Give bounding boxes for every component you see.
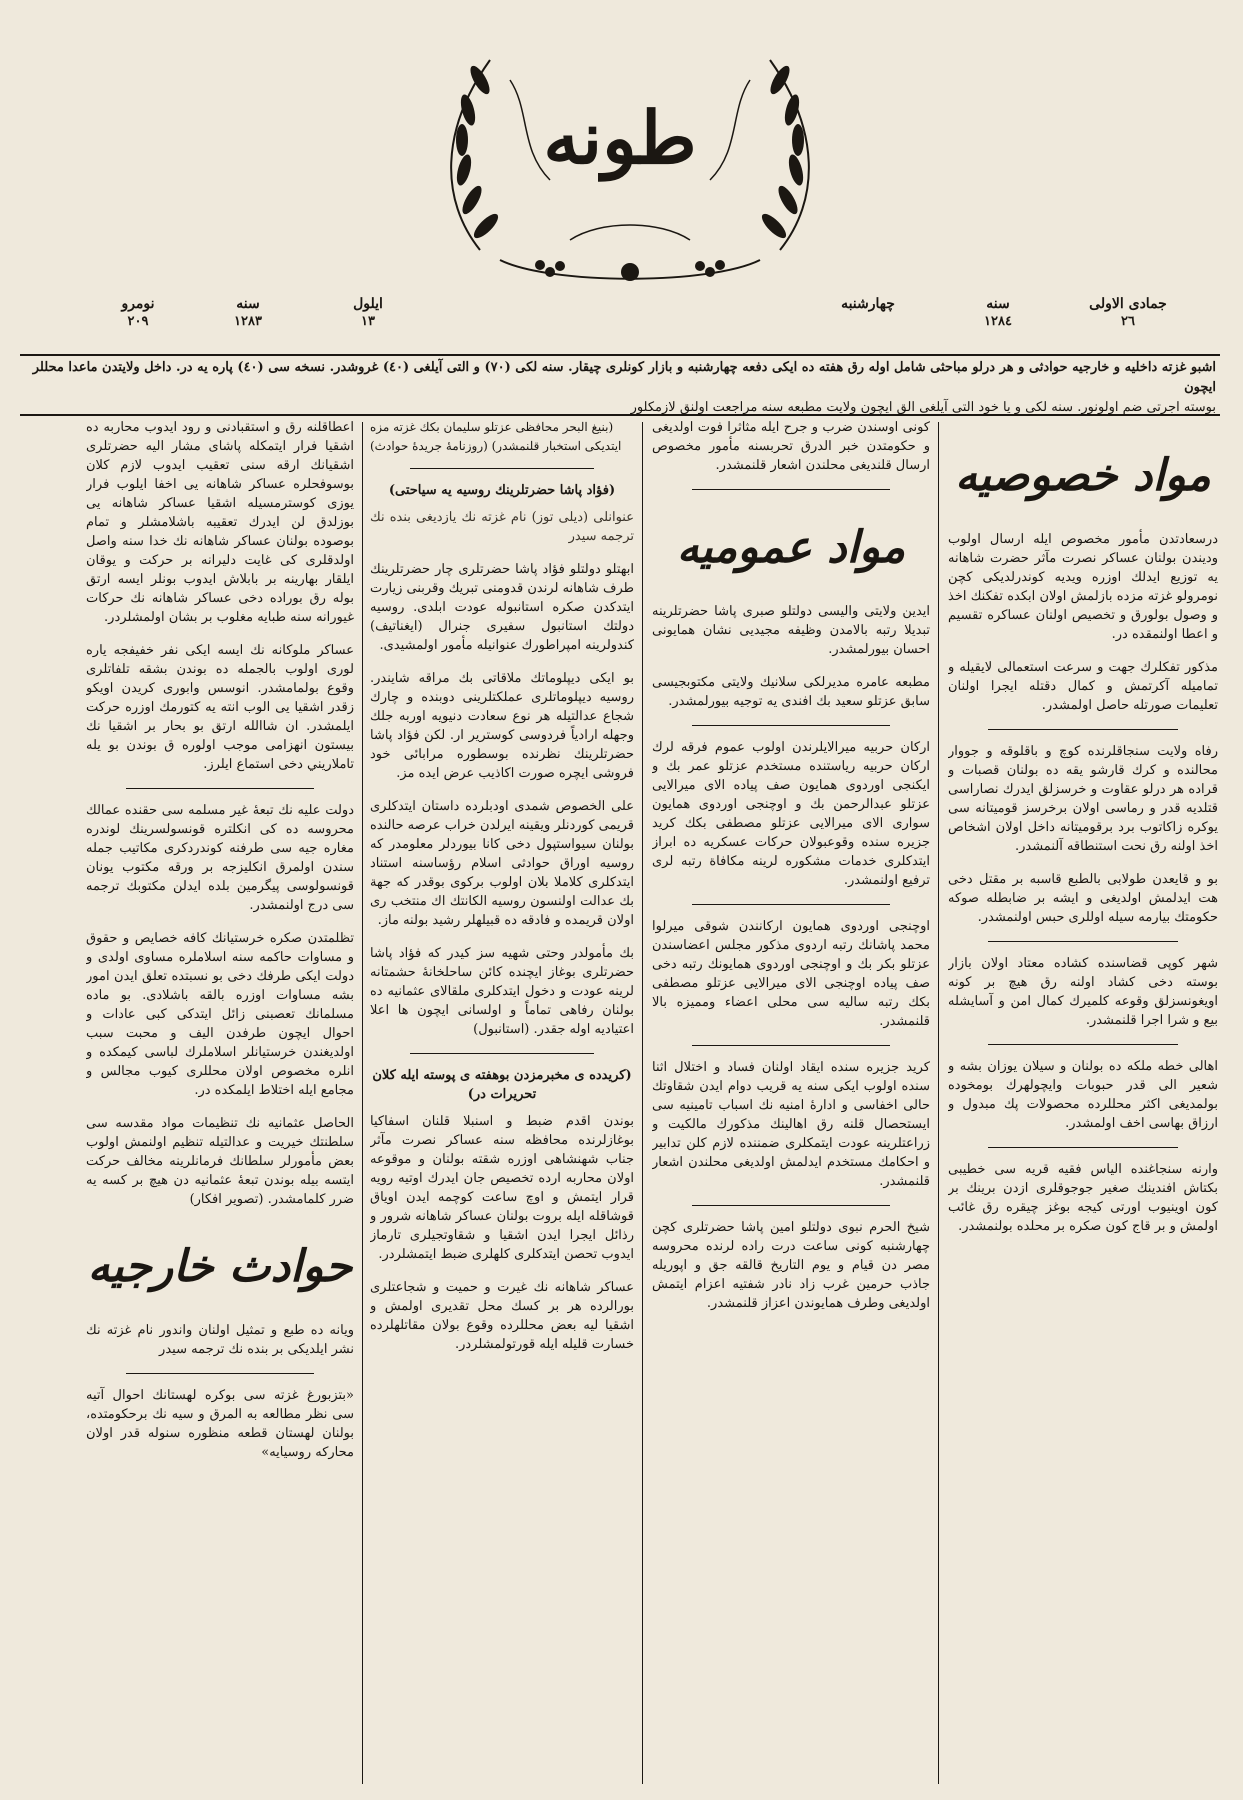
rumi-year xyxy=(203,296,293,329)
article-paragraph: شيخ الحرم نبوى دولتلو امين پاشا حضرتلرى كچن چهارشنبه كونى ساعت درت راده لرنده محروسه مصر دن قيام و يوم التاريخ قالقه جق و اپوريله جاذب حرمين غرب زاد نادر شفتيه اعزام ايتمش اولديغى وطرف همايوندن اعزاز قلنمشدر. xyxy=(652,1220,930,1311)
article-headline: (كريدده ى مخبرمزدن بوهفته ى پوسته ايله كلان تحريرات در) xyxy=(372,1068,632,1102)
section-heading-general-matters: مواد عموميه xyxy=(676,522,906,573)
article-paragraph: عساكر شاهانه نك غيرت و حميت و شجاعتلرى بورالرده هر بر كسك محل تقديرى اولمش و اشقيا ليه بعض محللرده وقوع بولان مقاتلهلرده خسارت قليله ايله قورتولمشلردر. xyxy=(370,1280,634,1352)
article-paragraph: وارنه سنجاغنده الياس فقيه قريه سى خطيبى بكتاش افندينك صغير جوجوقلرى ازدن برينك بر كون اوينيوب اورتى كيجه بوغز چيقره رق غائب اولمش و بر قاج كون صكره بر محلده بولنمشدر. xyxy=(948,1162,1218,1234)
divider xyxy=(126,788,314,789)
rumi-month xyxy=(323,296,413,329)
hijri-day: ٢٦ xyxy=(1121,314,1135,329)
column-divider xyxy=(362,422,363,1784)
hijri-year-value: ١٢٨٤ xyxy=(984,314,1012,329)
rumi-year-value: ١٢٨٣ xyxy=(234,314,262,329)
rumi-month-label: ايلول xyxy=(353,296,383,312)
divider xyxy=(692,904,890,905)
divider xyxy=(692,725,890,726)
notice-line-1: اشبو غزته داخليه و خارجيه حوادثى و هر درلو مباحثى شامل اوله رق هفته ده ايكى دفعه چهارشنبه و بازار كونلرى چيقار. سنه لكى (٧٠) و التى آيلغى (٤٠) غروشدر. نسخه سى (٤٠) پاره يه در. داخل ولايتدن ماعدا محللر ايچون xyxy=(32,360,1216,395)
article-paragraph: مطبعه عامره مديرلكى سلانيك ولايتى مكتوبجيسى سابق عزتلو سعيد بك افندى يه توجيه بيورلمشدر. xyxy=(652,675,930,709)
article-paragraph: الحاصل عثمانيه نك تنظيمات مواد مقدسه سى سلطنتك خيريت و عدالتيله تنظيم اولنمش اولوب بعض مأمورلر سلطانك فرمانلرينه مخالف حركت ايتسه بيله بوندن تبعۀ عثمانيه دن هيچ بر كسه يه ضرر كلمامشدر. (تصوير افكار) xyxy=(86,1116,354,1207)
article-source: (بنيغ البحر محافظى عزتلو سليمان بكك غزته مزه ايتديكى استخبار قلنمشدر) (روزنامۀ جريدۀ حوادث) xyxy=(370,420,622,453)
divider xyxy=(126,1373,314,1374)
article-paragraph: بك مأمولدر وحتى شهيه سز كيدر كه فؤاد پاشا حضرتلرى بوغاز ايچنده كائن ساحلخانۀ حشمتانه لرينه عودت و دخول ايتدكلرى ملقالاى عثمانيه ده بولنان رفاهى تماماً و اولسانى ايچون ها اعلا اعتياديه اوله جقدر. (استانبول) xyxy=(370,946,634,1037)
divider xyxy=(988,941,1178,942)
article-paragraph: اعطاقلنه رق و استقبادنى و رود ايدوب محاربه ده اشقيا فرار ايتمكله پاشاى مشار اليه حضرتلرى اشقيانك ارقه سنى تعقيب ايدوب لازم كلان بوسوفحلره عساكر شاهانه يى اخفا ايلوب فرار يوزى كوسترمسيله اشقيا عساكر شاهانه يى بوزلدق لن ايدرك تعقيبه باشلامشلر و تمام بوصوده بولنان عساكر شاهانه نك خدا سنه واصل اولدقلرى كى غايت دليرانه بر حركت و يوقان ايلقار بهارينه بر بابلاش ايدوب بونلر ايسه ارتق بوله رق بوراده دخى عساكر شاهانه نك حركات غيورانه سنه طبايه مغلوب بر بشان اولمشلردر. xyxy=(86,420,354,625)
subscription-notice xyxy=(20,354,1220,416)
dateline xyxy=(0,296,1243,336)
issue-number-value: ٢٠٩ xyxy=(127,314,149,329)
article-paragraph: ويانه ده طبع و تمثيل اولنان واندور نام غزته نك نشر ايلديكى بر بنده نك ترجمه سيدر xyxy=(86,1323,354,1357)
divider xyxy=(410,468,594,469)
column-3 xyxy=(370,418,634,1788)
hijri-month-label: جمادى الاولى xyxy=(1089,296,1167,312)
column-divider xyxy=(642,422,643,1784)
column-4 xyxy=(86,418,354,1788)
column-divider xyxy=(938,422,939,1784)
article-paragraph: كونى اوسندن ضرب و جرح ايله مثاثرا فوت اولديغى و حكومتدن خبر الدرق تحربسنه مأمور مخصوص ارسال قلنديغى محلندن اشعار قلنمشدر. xyxy=(652,420,930,473)
article-paragraph: «بتزبورغ غزته سى بوكره لهستانك احوال آتيه سى نظر مطالعه به المرق و سيه نك برحكومتده، بولنان لهستان قطعه منظوره سنوله قدر اولان محاركه روسيايه» xyxy=(86,1388,354,1460)
article-paragraph: درسعادتدن مأمور مخصوص ايله ارسال اولوب وديندن بولنان عساكر نصرت مآثر حضرت شاهانه يه توزيع ايدلك اوزره ويديه كوندرلديكى كچن نومرولو غزته مزده بازلمش اولان ابكده تفكنك اخذ و وصول بولورق و تخصيص اولنان عساكره تقسيم و اعطا اولنمقده در. xyxy=(948,532,1218,642)
article-paragraph: بوندن اقدم ضبط و اسنبلا قلنان اسفاكيا بوغازلرنده محافظه سنه عساكر نصرت مآثر جناب شهنشاهى اوزره شقته بولنان و موقوعه اولان محاربه ارده تخصيص جان ايدرك اوتيه رويه قرار ايتمش و اوچ ساعت كوچمه ايدن اوياق قوشاقله ايله بروت بولنان عساكر شاهانه شرور و رذائل ايجرا ايدن اشقيا و شقاوتجيلرى تارماز ايدوب تحصن ايتدكلرى كلهلرى ضبط ايتمشلردر. xyxy=(370,1114,634,1262)
article-paragraph: اوچنجى اوردوى همايون اركانندن شوقى ميرلوا محمد پاشانك رتبه اردوى مذكور مجلس اعضاسندن عزتلو بكر بك و اوچنجى اوردوى همايونك رتبه دخى صف پياده اوچنجى الاى ميرالايى عزتلو مصطفى بكك رتبه ساليه سى محلى اعضاء ومميزه بالا قلنمشدر. xyxy=(652,919,930,1029)
article-headline: (فؤاد پاشا حضرتلرينك روسيه يه سياحتى) xyxy=(388,483,616,498)
issue-number-label: نومرو xyxy=(121,296,155,312)
article-columns xyxy=(86,418,1224,1788)
divider xyxy=(692,1045,890,1046)
article-paragraph: دولت عليه نك تبعۀ غير مسلمه سى حقنده عمالك محروسه ده كى انكلتره قونسولسرينك لوندره مغاره جيه سى طرفنه كوندردكرى مكاتيب جمله سندن اولمرق انكليزجه بر ورقه مكتوب يونان قونسولوسى پيگرمين بلده ايدلن مكتوبك ترجمه سى درج اولنمشدر. xyxy=(86,803,354,913)
notice-line-2: بوسته اجرتى ضم اولونور. سنه لكى و يا خود التى آيلغى الق ايچون ولايت مطبعه سنه مراجعت اولنق لازمكلور xyxy=(630,400,1216,415)
divider xyxy=(692,1205,890,1206)
article-paragraph: ايدين ولايتى واليسى دولتلو صبرى پاشا حضرتلرينه تبديلا رتبه بالامدن وظيفه مجيديى نشان همايونى احسان بيورلمشدر. xyxy=(652,604,930,657)
rumi-day: ١٣ xyxy=(361,314,375,329)
column-2 xyxy=(652,418,930,1788)
column-1 xyxy=(948,418,1218,1788)
divider xyxy=(988,1044,1178,1045)
newspaper-title: طونه xyxy=(543,95,697,180)
issue-number xyxy=(93,296,183,329)
article-paragraph: شهر كوپى قضاسنده كشاده معتاد اولان بازار بوسته دخى كشاد اولنه رق هيچ بر كونه اويغونسزلق وقوعه كلميرك كمال امن و آسايشله بيع و شرا اجرا قلنمشدر. xyxy=(948,956,1218,1028)
hijri-year xyxy=(953,296,1043,329)
hijri-year-label: سنه xyxy=(986,296,1010,312)
divider xyxy=(692,489,890,490)
divider xyxy=(410,1053,594,1054)
section-heading-foreign-news: حوادث خارجيه xyxy=(87,1241,353,1292)
weekday xyxy=(823,296,913,312)
article-paragraph: على الخصوص شمدى اودبلرده داستان ايتدكلرى قريمى كوردنلر ويقينه ايرلدن خراب عرصه حالنده بولنان سيواستپول دخى كانا بيوردلر معلومدر كه روسيه اوراق حوادثى اسلام رؤساسنه استناد ايتدكلرى كلاملا بلان اولوب بركوى بوقدر كه جهة بك عدالت اولنسون روسيه الكانتك اك منتخب رى اولان قريمده و فادقه ده قبيلهلر رشيد بولنه ماز. xyxy=(370,799,634,928)
weekday-label: چهارشنبه xyxy=(841,296,895,312)
masthead xyxy=(0,0,1243,329)
article-paragraph: رفاه ولايت سنجاقلرنده كوچ و باقلوقه و جووار محالنده و كرك قارشو يقه ده بولنان قصبات و قراده هر درلو عقاوت و خرسزلق ايدرك نصاراسى قتلديه قدر و رماسى اولان برخرسز قوميتانه سى يوكره زاكاتوب برد برقوميتانه داخل اولان اشخاص اخذ اولنه رق نحت استنطاقه آلنمشدر. xyxy=(948,744,1218,854)
article-paragraph: مذكور تفكلرك جهت و سرعت استعمالى لايقيله و تماميله آكرتمش و كمال دقتله ايجرا اولنان تعليمات صورتله حاصل اولمشدر. xyxy=(948,660,1218,713)
hijri-month xyxy=(1083,296,1173,329)
article-paragraph: عساكر ملوكانه نك ايسه ايكى نفر خفيفجه ياره لورى اولوب بالجمله ده بوندن بشقه تلفاتلرى وقوع بولمامشدر. انوسس وابورى كريدن اويكو زقدر اشقيا يى الوب انته يه كتورمك اوزره حركت ايلمشدر. ان شاالله ارتق بو بحار بر اشقيا نك بيستون انهزامى موجب اولوره ق بوندن بو يله تاملاريني دخى استماع ايلرز. xyxy=(86,643,354,772)
article-paragraph: تظلمتدن صكره خرستيانك كافه خصايص و حقوق و مساوات حاكمه سنه اسلاملره مساوى اولدى و دولت ايكى طرفك دخى بو نسبتده تعلق ايدن امور بشه مساوات اوزره بالقه باشلادى. بو ماده مسلمانك تعصبنى زائل ايتدكى كبى عادات و احوال ايچون طرفدن اليف و محبت سبب اولديغندن خرستيانلر اسلاملرك لباسى كيمكده و انلره مخصوص اولان محللرى كيوب مجالس و مجامع ايله اختلاط ايلمكده در. xyxy=(86,931,354,1098)
divider xyxy=(988,729,1178,730)
article-paragraph: بو و قايعدن طولابى بالطبع قاسبه بر مقتل دخى هت ايدلمش اولديغى و ايشه بر ضابطله صوكه حكومتك بيارمه سيله اوللرى حبس اولنمشدر. xyxy=(948,872,1218,925)
article-paragraph: اهالى خطه ملكه ده بولنان و سيلان يوزان بشه و شعير الى قدر حبوبات وايچولهرك بومخوده بولمديغى اكثر محللرده محصولات پك مبدول و ارزاق بهاسى اخف اولمشدر. xyxy=(948,1059,1218,1131)
section-heading-private-matters: مواد خصوصيه xyxy=(955,450,1211,501)
article-paragraph: كريد جزيره سنده ايقاد اولنان فساد و اختلال اثنا سنده اولوب ايكى سنه يه قريب دوام ايدن شقاوتك حالى اخفاسى و ادارۀ امنيه نك اسباب تامينيه سى ايستحصال قلنه رق اهالينك مذكورك مالكيت و زراعتلرينه عودت ايتمكلرى ضمننده لازم كلن تدابير و احكامك مستخدم ايدلمش اولديغى محلندن اشعار قلنمشدر. xyxy=(652,1060,930,1189)
article-paragraph: بو ايكى ديپلوماتك ملاقاتى بك مراقه شايندر. روسيه ديپلوماتلرى عملكتلرينى دوبنده و چارك شجاع عدالتيله هر نوع سعادت دنيويه اوربه جلك وجهله ارادياً فردوسى كوسترير ار. لكن فؤاد پاشا حضرتلرينك نظرنده بوسطوره مرابائى خود فروشى ايچره صورت اكاذيب عرض ايده مز. xyxy=(370,671,634,781)
article-paragraph: ابهتلو دولتلو فؤاد پاشا حضرتلرى چار حضرتلرينك طرف شاهانه لرندن قدومنى تبريك وقربنى زيارت ايتدكدن صكره استانبوله عودت ابلدى. روسيه دولتك استانبول سفيرى جنرال (ايغناتيف) كندولرينه امپراطورك عنوانيله مأمور اولمشيدى. xyxy=(370,562,634,653)
article-paragraph: اركان حربيه ميرالايلرندن اولوب عموم فرقه لرك اركان حربيه رياستنده مستخدم عزتلو عمر بك و ايكنجى اوردوى همايون صف پياده الاى ميرالايى عزتلو عبدالرحمن بك و اوچنجى اوردوى همايون سوارى الاى ميرالايى عزتلو مصطفى بكك كريد جزيره سنده وقوعبولان حركات عسكريه ده ابراز ايتدكلرى خدمات مشكوره لرينه مكافاة رتبه لرى ترفيع اولنمشدر. xyxy=(652,740,930,888)
article-subtitle: عنوانلى (ديلى توز) نام غزته نك يازديغى بنده نك ترجمه سيدر xyxy=(370,510,634,544)
divider xyxy=(988,1147,1178,1148)
rumi-year-label: سنه xyxy=(236,296,260,312)
